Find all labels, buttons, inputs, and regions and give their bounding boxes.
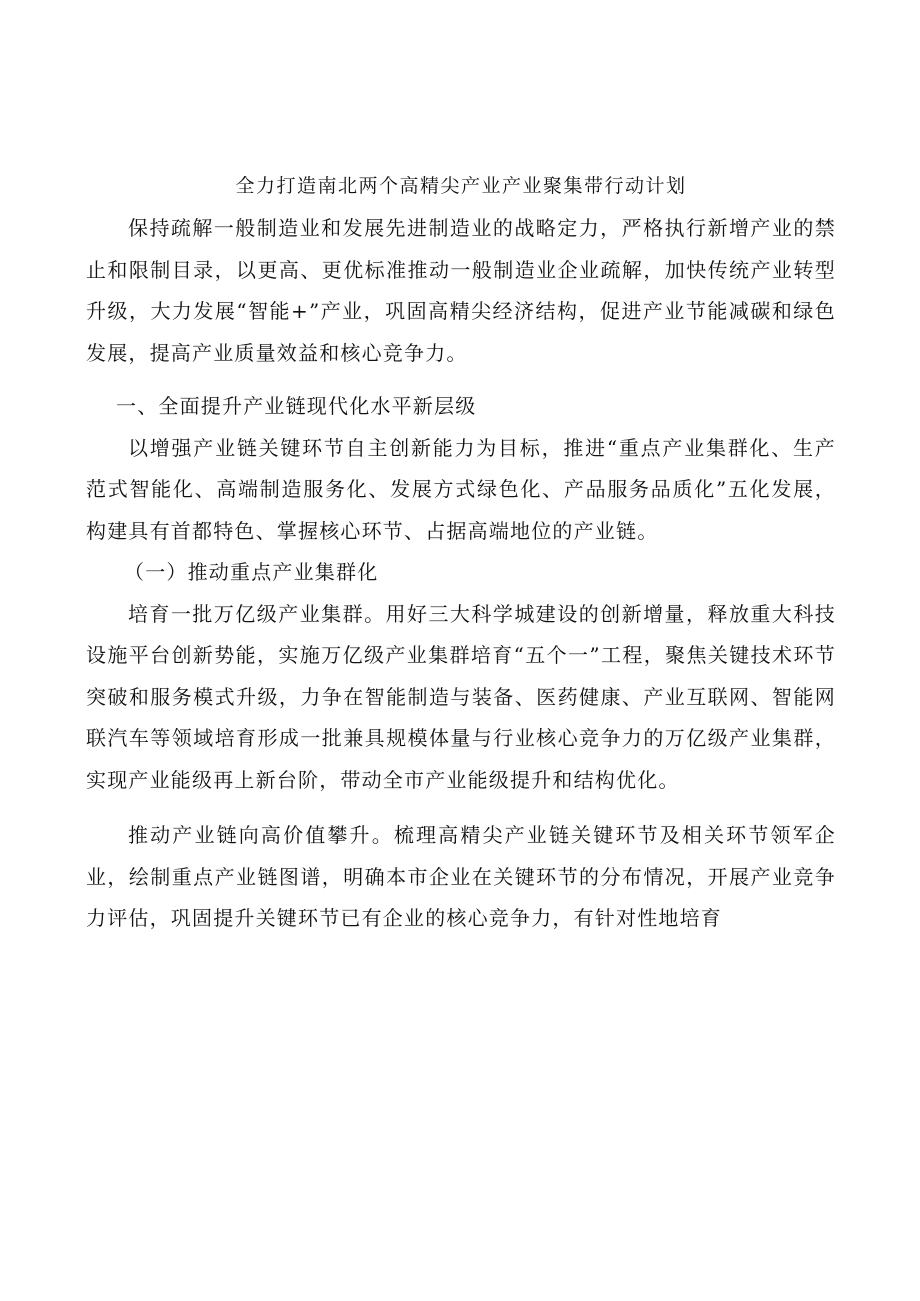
subsection-heading-1: （一）推动重点产业集群化 — [124, 560, 379, 584]
document-title: 全力打造南北两个高精尖产业产业聚集带行动计划 — [235, 175, 687, 197]
section-1-paragraph: 以增强产业链关键环节自主创新能力为目标，推进“重点产业集群化、生产范式智能化、高端制造服务化、发展方式绿色化、产品服务品质化”五化发展，构建具有首都特色、掌握核心环节、占据高端地位的产业链。 — [86, 435, 836, 543]
subsection-1-paragraph-1: 培育一批万亿级产业集群。用好三大科学城建设的创新增量，释放重大科技设施平台创新势能，实施万亿级产业集群培育“五个一”工程，聚焦关键技术环节突破和服务模式升级，力争在智能制造与装备、医药健康、产业互联网、智能网联汽车等领域培育形成一批兼具规模体量与行业核心竞争力的万亿级产业集群，实现产业能级再上新台阶，带动全市产业能级提升和结构优化。 — [86, 601, 836, 792]
intro-paragraph: 保持疏解一般制造业和发展先进制造业的战略定力，严格执行新增产业的禁止和限制目录，以更高、更优标准推动一般制造业企业疏解，加快传统产业转型升级，大力发展“智能+”产业，巩固高精尖经济结构，促进产业节能减碳和绿色发展，提高产业质量效益和核心竞争力。 — [86, 216, 836, 365]
subsection-1-paragraph-2: 推动产业链向高价值攀升。梳理高精尖产业链关键环节及相关环节领军企业，绘制重点产业链图谱，明确本市企业在关键环节的分布情况，开展产业竞争力评估，巩固提升关键环节已有企业的核心竞争力，有针对性地培育 — [86, 823, 836, 930]
section-heading-1: 一、全面提升产业链现代化水平新层级 — [116, 394, 477, 418]
